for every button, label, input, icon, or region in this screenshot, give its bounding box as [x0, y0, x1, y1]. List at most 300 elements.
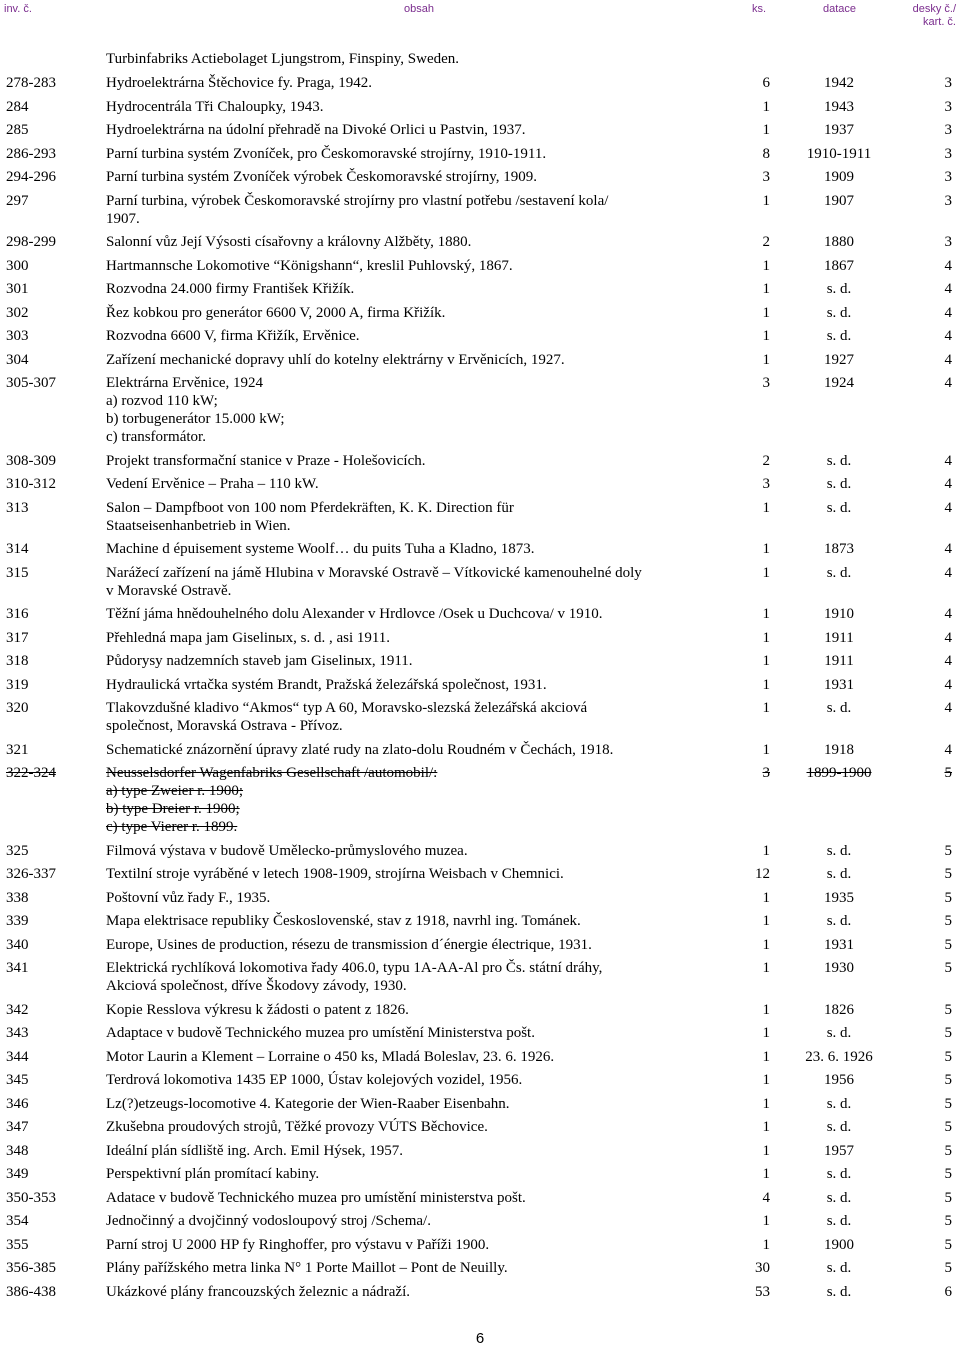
table-row — [6, 652, 956, 670]
ks-cell: 1 — [762, 913, 770, 929]
description-cell — [106, 764, 730, 836]
ks-cell: 1 — [762, 281, 770, 297]
table-row — [6, 74, 956, 92]
datace-cell: 1900 — [824, 1236, 854, 1253]
datace-cell: s. d. — [826, 476, 852, 492]
desky-cell: 3 — [944, 145, 952, 162]
description-cell — [106, 1118, 730, 1136]
description-line: Vedení Ervěnice – Praha – 110 kW. — [106, 476, 319, 492]
description-cell — [106, 1165, 730, 1183]
inv-cell: 322-324 — [6, 765, 56, 781]
inv-cell: 300 — [6, 257, 29, 274]
ks-cell: 6 — [762, 75, 770, 91]
description-cell — [106, 327, 730, 345]
column-header — [0, 0, 960, 34]
description-line: Rozvodna 6600 V, firma Křižík, Ervěnice. — [106, 328, 360, 344]
description-line: Ukázkové plány francouzských železnic a nádraží. — [106, 1283, 411, 1300]
description-cell — [106, 699, 730, 735]
description-line: Salon – Dampfboot von 100 nom Pferdekräften, K. K. Direction für — [106, 499, 514, 516]
description-line: Přehledná mapa jam Giselinых, s. d. , asi 1911. — [106, 629, 391, 646]
desky-cell: 4 — [944, 564, 952, 581]
inv-cell: 321 — [6, 741, 29, 758]
description-line: Těžní jáma hnědouhelného dolu Alexander v Hrdlovce /Osek u Duchcova/ v 1910. — [106, 606, 603, 622]
table-row — [6, 959, 956, 995]
desky-cell: 3 — [944, 234, 952, 250]
description-cell — [106, 499, 730, 535]
table-row — [6, 1024, 956, 1042]
header-inv: inv. č. — [4, 3, 32, 15]
description-line: Elektrická rychlíková lokomotiva řady 406.0, typu 1A-AA-Al pro Čs. státní dráhy, — [106, 960, 603, 976]
inv-cell: 308-309 — [6, 452, 56, 469]
description-line: b) type Dreier r. 1900; — [106, 801, 240, 817]
description-cell — [106, 1142, 730, 1160]
table-row — [6, 564, 956, 600]
table-row — [6, 629, 956, 647]
desky-cell: 3 — [944, 192, 952, 209]
desky-cell: 3 — [944, 98, 952, 115]
description-line: Neusselsdorfer Wagenfabriks Gesellschaft /automobil/: — [106, 765, 438, 781]
description-cell — [106, 564, 730, 600]
desky-cell: 5 — [944, 1072, 952, 1088]
description-line: Parní turbina systém Zvoníček, pro Českomoravské strojírny, 1910-1911. — [106, 145, 547, 162]
description-line: Zařízení mechanické dopravy uhlí do kotelny elektrárny v Ervěnicích, 1927. — [106, 351, 565, 368]
desky-cell: 4 — [944, 653, 952, 669]
datace-cell: s. d. — [826, 842, 852, 859]
description-cell — [106, 121, 730, 139]
table-row — [6, 1071, 956, 1089]
ks-cell: 1 — [762, 842, 770, 859]
description-line: Salonní vůz Její Výsosti císařovny a královny Alžběty, 1880. — [106, 234, 472, 250]
inv-cell: 319 — [6, 676, 29, 693]
ks-cell: 1 — [762, 889, 770, 906]
description-line: Elektrárna Ervěnice, 1924 — [106, 375, 264, 391]
inv-cell: 346 — [6, 1095, 29, 1112]
datace-cell: 1957 — [824, 1142, 854, 1159]
description-line: Schematické znázornění úpravy zlaté rudy na zlato-dolu Roudném v Čechách, 1918. — [106, 741, 614, 758]
inv-cell: 350-353 — [6, 1189, 56, 1206]
inv-cell: 342 — [6, 1001, 29, 1018]
table-row — [6, 1118, 956, 1136]
inv-cell: 298-299 — [6, 234, 56, 250]
table-row — [6, 842, 956, 860]
table-row — [6, 50, 956, 68]
ks-cell: 1 — [762, 1213, 770, 1229]
inv-cell: 354 — [6, 1213, 29, 1229]
description-cell — [106, 452, 730, 470]
table-row — [6, 145, 956, 163]
ks-cell: 1 — [762, 1025, 770, 1041]
description-line: Terdrová lokomotiva 1435 EP 1000, Ústav kolejových vozidel, 1956. — [106, 1072, 523, 1088]
desky-cell: 5 — [944, 765, 952, 781]
inv-cell: 301 — [6, 281, 29, 297]
table-row — [6, 98, 956, 116]
description-cell — [106, 304, 730, 322]
desky-cell: 6 — [944, 1283, 952, 1300]
description-cell — [106, 1024, 730, 1042]
inv-cell: 305-307 — [6, 375, 56, 391]
inv-cell: 325 — [6, 842, 29, 859]
ks-cell: 1 — [762, 653, 770, 669]
inv-cell: 284 — [6, 98, 29, 115]
description-cell — [106, 1189, 730, 1207]
table-row — [6, 257, 956, 275]
table-row — [6, 233, 956, 251]
desky-cell: 4 — [944, 499, 952, 516]
description-line: Adaptace v budově Technického muzea pro umístění Ministerstva pošt. — [106, 1025, 535, 1041]
description-line: Řez kobkou pro generátor 6600 V, 2000 A, firma Křižík. — [106, 304, 446, 321]
table-row — [6, 475, 956, 493]
desky-cell: 5 — [944, 1236, 952, 1253]
header-desky-line2: kart. č. — [922, 16, 956, 28]
ks-cell: 1 — [762, 541, 770, 557]
description-line: Narážecí zařízení na jámě Hlubina v Moravské Ostravě – Vítkovické kamenouhelné doly — [106, 564, 642, 581]
datace-cell: s. d. — [826, 1095, 852, 1112]
datace-cell: 1924 — [824, 375, 854, 391]
inv-cell: 310-312 — [6, 476, 56, 492]
description-line: Hydraulická vrtačka systém Brandt, Pražská železářská společnost, 1931. — [106, 676, 547, 693]
description-cell — [106, 145, 730, 163]
description-line: Parní turbina, výrobek Českomoravské strojírny pro vlastní potřebu /sestavení kola/ — [106, 192, 609, 209]
ks-cell: 1 — [762, 1166, 770, 1182]
datace-cell: 1956 — [824, 1072, 854, 1088]
desky-cell: 5 — [944, 1189, 952, 1206]
ks-cell: 1 — [762, 606, 770, 622]
datace-cell: 1930 — [824, 960, 854, 976]
desky-cell: 4 — [944, 629, 952, 646]
desky-cell: 4 — [944, 541, 952, 557]
table-row — [6, 540, 956, 558]
desky-cell: 5 — [944, 866, 952, 882]
description-line: Parní stroj U 2000 HP fy Ringhoffer, pro výstavu v Paříži 1900. — [106, 1236, 490, 1253]
desky-cell: 5 — [944, 1166, 952, 1182]
ks-cell: 1 — [762, 564, 770, 581]
datace-cell: 1937 — [824, 122, 854, 138]
description-cell — [106, 280, 730, 298]
inv-cell: 297 — [6, 192, 29, 209]
inv-cell: 303 — [6, 328, 29, 344]
datace-cell: 1910-1911 — [806, 145, 872, 162]
description-line: v Moravské Ostravě. — [106, 582, 232, 599]
description-cell — [106, 889, 730, 907]
inv-cell: 341 — [6, 960, 29, 976]
datace-cell: s. d. — [826, 452, 852, 469]
desky-cell: 4 — [944, 328, 952, 344]
table-row — [6, 351, 956, 369]
ks-cell: 1 — [762, 1072, 770, 1088]
description-cell — [106, 676, 730, 694]
inv-cell: 345 — [6, 1072, 29, 1088]
datace-cell: 1931 — [824, 676, 854, 693]
header-desky — [913, 3, 956, 29]
ks-cell: 12 — [755, 866, 770, 882]
datace-cell: 1931 — [824, 936, 854, 953]
table-row — [6, 936, 956, 954]
description-line: Plány pařížského metra linka N° 1 Porte Maillot – Pont de Neuilly. — [106, 1260, 508, 1276]
description-line: a) rozvod 110 kW; — [106, 393, 218, 409]
ks-cell: 2 — [762, 234, 770, 250]
ks-cell: 1 — [762, 1142, 770, 1159]
desky-cell: 4 — [944, 676, 952, 693]
table-row — [6, 889, 956, 907]
description-cell — [106, 1212, 730, 1230]
desky-cell: 4 — [944, 700, 952, 716]
desky-cell: 5 — [944, 1001, 952, 1018]
datace-cell: 1909 — [824, 169, 854, 185]
desky-cell: 5 — [944, 842, 952, 859]
inv-cell: 344 — [6, 1048, 29, 1065]
description-cell — [106, 1071, 730, 1089]
datace-cell: 1918 — [824, 741, 854, 758]
table-row — [6, 605, 956, 623]
ks-cell: 2 — [762, 452, 770, 469]
desky-cell: 5 — [944, 1095, 952, 1112]
description-line: Filmová výstava v budově Umělecko-průmyslového muzea. — [106, 842, 468, 859]
datace-cell: s. d. — [826, 304, 852, 321]
table-row — [6, 1001, 956, 1019]
description-line: Perspektivní plán promítací kabiny. — [106, 1166, 320, 1182]
desky-cell: 4 — [944, 351, 952, 368]
ks-cell: 8 — [762, 145, 770, 162]
description-line: Lz(?)etzeugs-locomotive 4. Kategorie der Wien-Raaber Eisenbahn. — [106, 1095, 510, 1112]
ks-cell: 1 — [762, 351, 770, 368]
desky-cell: 4 — [944, 452, 952, 469]
table-row — [6, 499, 956, 535]
desky-cell: 4 — [944, 375, 952, 391]
ks-cell: 4 — [762, 1189, 770, 1206]
inv-cell: 386-438 — [6, 1283, 56, 1300]
ks-cell: 1 — [762, 960, 770, 976]
description-line: Textilní stroje vyráběné v letech 1908-1909, strojírna Weisbach v Chemnici. — [106, 866, 564, 882]
table-row — [6, 1142, 956, 1160]
description-cell — [106, 1283, 730, 1301]
header-obsah: obsah — [404, 3, 434, 15]
ks-cell: 1 — [762, 741, 770, 758]
datace-cell: s. d. — [826, 1283, 852, 1300]
description-line: Půdorysy nadzemních staveb jam Giselinых, 1911. — [106, 653, 413, 669]
inv-cell: 302 — [6, 304, 29, 321]
datace-cell: 1880 — [824, 234, 854, 250]
datace-cell: 1943 — [824, 98, 854, 115]
table-row — [6, 912, 956, 930]
datace-cell: s. d. — [826, 866, 852, 882]
desky-cell: 5 — [944, 889, 952, 906]
description-cell — [106, 1095, 730, 1113]
desky-cell: 4 — [944, 281, 952, 297]
datace-cell: s. d. — [826, 913, 852, 929]
datace-cell: 1911 — [824, 653, 854, 669]
table-row — [6, 676, 956, 694]
datace-cell: 23. 6. 1926 — [805, 1048, 873, 1065]
description-cell — [106, 936, 730, 954]
table-row — [6, 741, 956, 759]
table-row — [6, 121, 956, 139]
description-line: c) transformátor. — [106, 429, 206, 445]
ks-cell: 1 — [762, 257, 770, 274]
description-cell — [106, 865, 730, 883]
inv-cell: 356-385 — [6, 1260, 56, 1276]
ks-cell: 1 — [762, 122, 770, 138]
ks-cell: 3 — [762, 476, 770, 492]
desky-cell: 5 — [944, 936, 952, 953]
datace-cell: 1899-1900 — [806, 765, 872, 781]
inv-cell: 326-337 — [6, 866, 56, 882]
desky-cell: 5 — [944, 1142, 952, 1159]
description-cell — [106, 351, 730, 369]
description-cell — [106, 192, 730, 228]
description-line: Machine d épuisement systeme Woolf… du puits Tuha a Kladno, 1873. — [106, 541, 535, 557]
description-line: Motor Laurin a Klement – Lorraine o 450 ks, Mladá Boleslav, 23. 6. 1926. — [106, 1048, 555, 1065]
description-cell — [106, 540, 730, 558]
datace-cell: 1826 — [824, 1001, 854, 1018]
inv-cell: 343 — [6, 1025, 29, 1041]
header-ks: ks. — [752, 3, 767, 15]
inv-cell: 338 — [6, 889, 29, 906]
description-cell — [106, 842, 730, 860]
inv-cell: 285 — [6, 122, 29, 138]
description-line: Ideální plán sídliště ing. Arch. Emil Hýsek, 1957. — [106, 1142, 404, 1159]
table-row — [6, 1259, 956, 1277]
description-cell — [106, 741, 730, 759]
datace-cell: 1927 — [824, 351, 854, 368]
description-line: Parní turbina systém Zvoníček výrobek Českomoravské strojírny, 1909. — [106, 169, 538, 185]
desky-cell: 4 — [944, 606, 952, 622]
description-line: Jednočinný a dvojčinný vodosloupový stroj /Schema/. — [106, 1213, 431, 1229]
description-line: Mapa elektrisace republiky Československé, stav z 1918, navrhl ing. Tománek. — [106, 913, 581, 929]
desky-cell: 4 — [944, 304, 952, 321]
header-desky-line1: desky č./ — [912, 3, 956, 15]
description-cell — [106, 959, 730, 995]
table-row — [6, 327, 956, 345]
description-cell — [106, 98, 730, 116]
ks-cell: 3 — [762, 375, 770, 391]
description-cell — [106, 74, 730, 92]
description-cell — [106, 912, 730, 930]
description-cell — [106, 475, 730, 493]
ks-cell: 1 — [762, 499, 770, 516]
ks-cell: 1 — [762, 1119, 770, 1135]
desky-cell: 4 — [944, 257, 952, 274]
ks-cell: 1 — [762, 700, 770, 716]
ks-cell: 1 — [762, 1001, 770, 1018]
ks-cell: 3 — [762, 765, 770, 781]
table-row — [6, 1212, 956, 1230]
description-line: Poštovní vůz řady F., 1935. — [106, 889, 271, 906]
ks-cell: 3 — [762, 169, 770, 185]
description-line: Hartmannsche Lokomotive “Königshann“, kreslil Puhlovský, 1867. — [106, 257, 513, 274]
datace-cell: s. d. — [826, 1119, 852, 1135]
description-line: Hydrocentrála Tři Chaloupky, 1943. — [106, 98, 324, 115]
table-row — [6, 304, 956, 322]
table-row — [6, 699, 956, 735]
inv-cell: 348 — [6, 1142, 29, 1159]
ks-cell: 1 — [762, 1048, 770, 1065]
inventory-table — [6, 50, 956, 1306]
inv-cell: 314 — [6, 541, 29, 557]
ks-cell: 53 — [755, 1283, 770, 1300]
ks-cell: 1 — [762, 98, 770, 115]
description-line: Rozvodna 24.000 firmy František Křižík. — [106, 281, 355, 297]
datace-cell: s. d. — [826, 1189, 852, 1206]
description-cell — [106, 233, 730, 251]
inv-cell: 339 — [6, 913, 29, 929]
ks-cell: 1 — [762, 192, 770, 209]
description-line: Akciová společnost, dříve Škodovy závody, 1930. — [106, 978, 407, 994]
desky-cell: 3 — [944, 122, 952, 138]
page-number: 6 — [475, 1330, 485, 1347]
description-line: Projekt transformační stanice v Praze - Holešovicích. — [106, 452, 426, 469]
inv-cell: 317 — [6, 629, 29, 646]
inv-cell: 315 — [6, 564, 29, 581]
description-line: Kopie Resslova výkresu k žádosti o patent z 1826. — [106, 1001, 409, 1018]
description-line: Turbinfabriks Actiebolaget Ljungstrom, Finspiny, Sweden. — [106, 51, 460, 67]
description-line: 1907. — [106, 210, 140, 227]
inv-cell: 340 — [6, 936, 29, 953]
inv-cell: 349 — [6, 1166, 29, 1182]
inv-cell: 347 — [6, 1119, 29, 1135]
datace-cell: s. d. — [826, 281, 852, 297]
description-line: b) torbugenerátor 15.000 kW; — [106, 411, 285, 427]
ks-cell: 1 — [762, 304, 770, 321]
datace-cell: s. d. — [826, 700, 852, 716]
table-row — [6, 1283, 956, 1301]
desky-cell: 5 — [944, 1213, 952, 1229]
desky-cell: 5 — [944, 1025, 952, 1041]
datace-cell: 1873 — [824, 541, 854, 557]
desky-cell: 5 — [944, 1048, 952, 1065]
inv-cell: 278-283 — [6, 75, 56, 91]
datace-cell: 1935 — [824, 889, 854, 906]
ks-cell: 1 — [762, 676, 770, 693]
datace-cell: 1867 — [824, 257, 854, 274]
desky-cell: 5 — [944, 913, 952, 929]
description-cell — [106, 1001, 730, 1019]
description-line: c) type Vierer r. 1899. — [106, 819, 238, 835]
desky-cell: 4 — [944, 476, 952, 492]
datace-cell: 1911 — [824, 629, 854, 646]
ks-cell: 30 — [755, 1260, 770, 1276]
ks-cell: 1 — [762, 629, 770, 646]
description-line: a) type Zweier r. 1900; — [106, 783, 244, 799]
datace-cell: s. d. — [826, 328, 852, 344]
description-cell — [106, 374, 730, 446]
table-row — [6, 1165, 956, 1183]
description-cell — [106, 629, 730, 647]
table-row — [6, 280, 956, 298]
table-row — [6, 1236, 956, 1254]
table-row — [6, 865, 956, 883]
desky-cell: 5 — [944, 960, 952, 976]
description-cell — [106, 257, 730, 275]
desky-cell: 3 — [944, 169, 952, 185]
description-line: společnost, Moravská Ostrava - Přívoz. — [106, 718, 343, 734]
table-row — [6, 764, 956, 836]
table-row — [6, 374, 956, 446]
ks-cell: 1 — [762, 1095, 770, 1112]
inv-cell: 304 — [6, 351, 29, 368]
ks-cell: 1 — [762, 328, 770, 344]
datace-cell: s. d. — [826, 1260, 852, 1276]
description-line: Adatace v budově Technického muzea pro umístění ministerstva pošt. — [106, 1189, 526, 1206]
inv-cell: 286-293 — [6, 145, 56, 162]
inv-cell: 313 — [6, 499, 29, 516]
table-row — [6, 1095, 956, 1113]
table-row — [6, 168, 956, 186]
description-cell — [106, 168, 730, 186]
description-line: Zkušebna proudových strojů, Těžké provozy VÚTS Běchovice. — [106, 1119, 488, 1135]
desky-cell: 5 — [944, 1119, 952, 1135]
description-line: Staatseisenhanbetrieb in Wien. — [106, 517, 291, 534]
datace-cell: 1907 — [824, 192, 854, 209]
